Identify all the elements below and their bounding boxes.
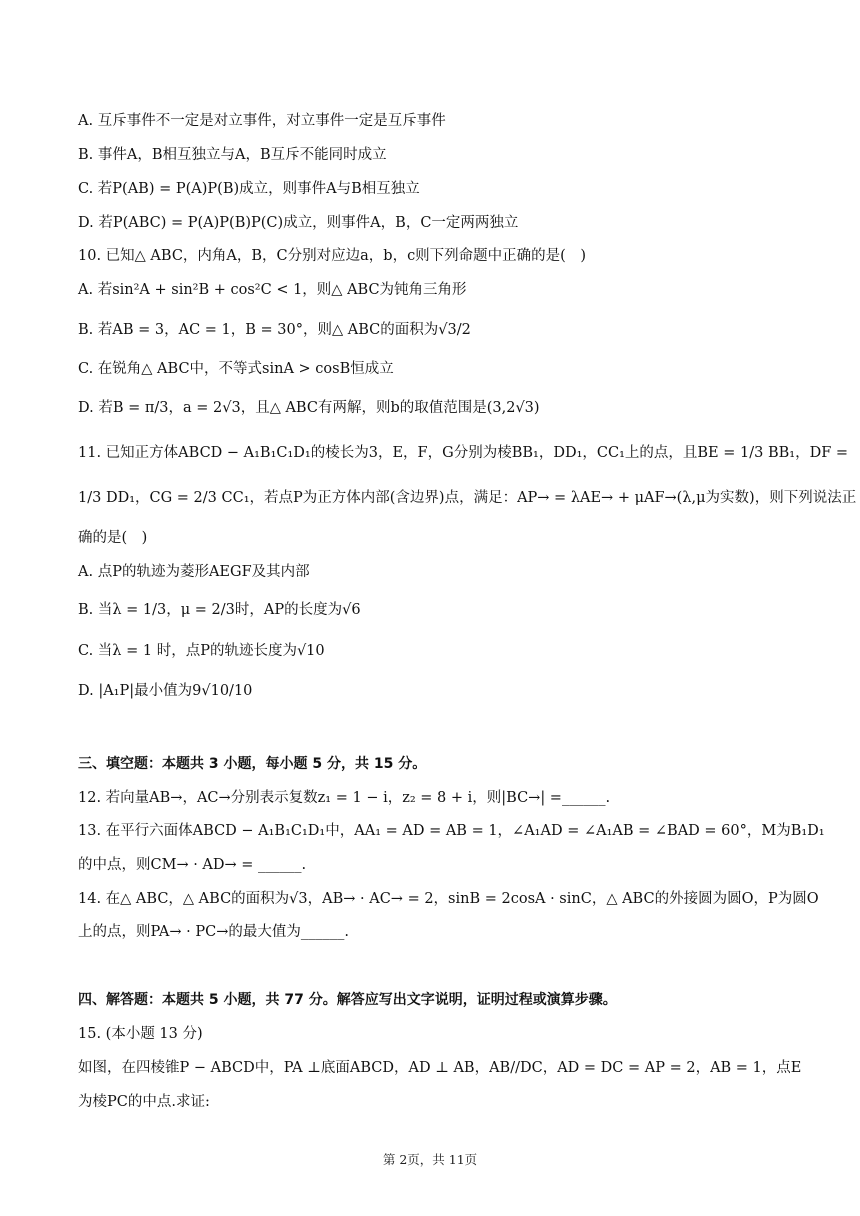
page-footer: 第 2页，共 11页 — [382, 1152, 478, 1167]
section-4-heading: 四、解答题：本题共 5 小题，共 77 分。解答应写出文字说明，证明过程或演算步骤。 — [78, 992, 617, 1008]
q11-stem-line1: 11. 已知正方体ABCD − A₁B₁C₁D₁的棱长为3，E，F，G分别为棱BB₁，DD₁，CC₁上的点，且BE = 1/3 BB₁，DF = — [78, 445, 849, 461]
q11-option-c: C. 当λ = 1 时，点P的轨迹长度为√10 — [78, 643, 325, 659]
q15-title: 15. (本小题 13 分) — [78, 1026, 203, 1042]
q9-option-d: D. 若P(ABC) = P(A)P(B)P(C)成立，则事件A，B，C一定两两独立 — [78, 215, 519, 231]
q13-line1: 13. 在平行六面体ABCD − A₁B₁C₁D₁中，AA₁ = AD = AB = 1，∠A₁AD = ∠A₁AB = ∠BAD = 60°，M为B₁D₁ — [78, 823, 825, 839]
q14-line1: 14. 在△ ABC，△ ABC的面积为√3，AB→ · AC→ = 2，sinB = 2cosA · sinC，△ ABC的外接圆为圆O，P为圆O — [78, 891, 819, 907]
q13-line2: 的中点，则CM→ · AD→ = ______. — [78, 857, 307, 873]
q10-option-a: A. 若sin²A + sin²B + cos²C < 1，则△ ABC为钝角三角形 — [78, 282, 467, 298]
q9-option-b: B. 事件A，B相互独立与A，B互斥不能同时成立 — [78, 147, 387, 163]
q12: 12. 若向量AB→，AC→分别表示复数z₁ = 1 − i，z₂ = 8 + i，则|BC→| =______. — [78, 790, 611, 806]
q10-option-c: C. 在锐角△ ABC中，不等式sinA > cosB恒成立 — [78, 361, 394, 377]
q11-option-a: A. 点P的轨迹为菱形AEGF及其内部 — [78, 564, 310, 580]
q11-option-b: B. 当λ = 1/3，μ = 2/3时，AP的长度为√6 — [78, 602, 361, 618]
q15-line2: 为棱PC的中点.求证: — [78, 1094, 210, 1110]
q15-line1: 如图，在四棱锥P − ABCD中，PA ⊥底面ABCD，AD ⊥ AB，AB//DC，AD = DC = AP = 2，AB = 1，点E — [78, 1060, 802, 1076]
q14-line2: 上的点，则PA→ · PC→的最大值为______. — [78, 924, 349, 940]
q11-stem-line2: 1/3 DD₁，CG = 2/3 CC₁，若点P为正方体内部(含边界)点，满足：AP→ = λAE→ + μAF→(λ,μ为实数)，则下列说法正 — [78, 490, 857, 506]
q11-stem-line3: 确的是( ) — [78, 530, 148, 546]
q10-stem: 10. 已知△ ABC，内角A，B，C分别对应边a，b，c则下列命题中正确的是( ) — [78, 248, 587, 264]
q10-option-b: B. 若AB = 3，AC = 1，B = 30°，则△ ABC的面积为√3/2 — [78, 322, 471, 338]
q10-option-d: D. 若B = π/3，a = 2√3，且△ ABC有两解，则b的取值范围是(3,2√3) — [78, 400, 540, 416]
q11-option-d: D. |A₁P|最小值为9√10/10 — [78, 683, 253, 699]
section-3-heading: 三、填空题：本题共 3 小题，每小题 5 分，共 15 分。 — [78, 756, 427, 772]
q9-option-c: C. 若P(AB) = P(A)P(B)成立，则事件A与B相互独立 — [78, 181, 420, 197]
q9-option-a: A. 互斥事件不一定是对立事件，对立事件一定是互斥事件 — [78, 113, 446, 129]
